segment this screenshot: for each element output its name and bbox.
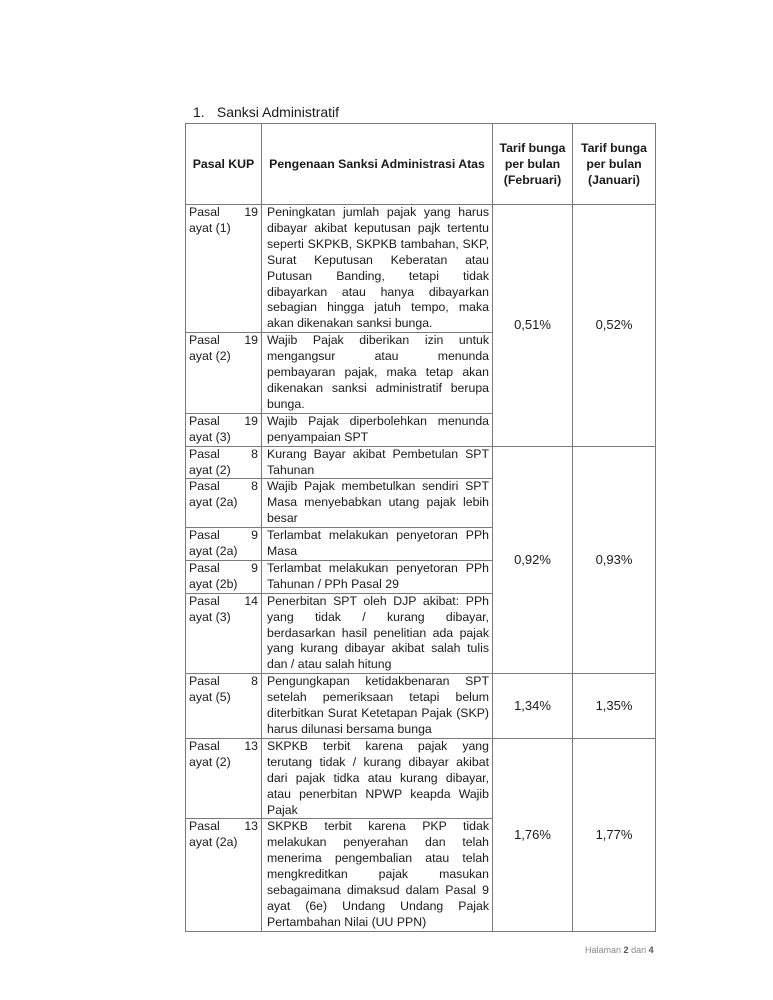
pasal-paragraph: ayat (2) bbox=[189, 754, 231, 769]
pasal-article: Pasal 13 bbox=[189, 819, 258, 834]
description-cell: Wajib Pajak diberikan izin untuk mengangsur atau menunda pembayaran pajak, maka tetap akan dikenakan sanksi administratif berupa bunga. bbox=[262, 333, 493, 414]
pasal-article: Pasal 9 bbox=[189, 560, 258, 575]
description-cell: SKPKB terbit karena PKP tidak melakukan penyerahan dan telah menerima pengembalian atau telah mengkreditkan pajak masukan sebagaimana dimaksud dalam Pasal 9 ayat (6e) Undang Undang Pajak Pertambahan Nilai (UU PPN) bbox=[262, 819, 493, 931]
pasal-article: Pasal 19 bbox=[189, 205, 258, 219]
description-cell: Pengungkapan ketidakbenaran SPT setelah pemeriksaan tetapi belum diterbitkan Surat Ketetapan Pajak (SKP) harus dilunasi bersama bunga bbox=[262, 674, 493, 739]
pasal-cell bbox=[186, 528, 262, 561]
rate-februari-cell: 1,76% bbox=[493, 738, 573, 931]
pasal-article: Pasal 8 bbox=[189, 479, 258, 494]
pasal-article: Pasal 19 bbox=[189, 413, 258, 428]
page-footer bbox=[585, 945, 654, 955]
pasal-cell bbox=[186, 205, 262, 333]
pasal-paragraph: ayat (2b) bbox=[189, 576, 238, 591]
table-row bbox=[186, 205, 656, 333]
table-header-row bbox=[186, 124, 656, 205]
description-cell: Terlambat melakukan penyetoran PPh Tahunan / PPh Pasal 29 bbox=[262, 560, 493, 593]
pasal-article: Pasal 19 bbox=[189, 333, 258, 348]
pasal-paragraph: ayat (5) bbox=[189, 690, 231, 705]
pasal-paragraph: ayat (1) bbox=[189, 220, 231, 235]
rate-januari-cell: 0,93% bbox=[573, 446, 656, 674]
pasal-article: Pasal 8 bbox=[189, 674, 258, 689]
description-cell: Terlambat melakukan penyetoran PPh Masa bbox=[262, 528, 493, 561]
rate-februari-cell: 1,34% bbox=[493, 674, 573, 739]
table-row bbox=[186, 446, 656, 479]
pasal-cell bbox=[186, 446, 262, 479]
description-cell: Kurang Bayar akibat Pembetulan SPT Tahunan bbox=[262, 446, 493, 479]
table-body bbox=[186, 205, 656, 932]
pasal-article: Pasal 14 bbox=[189, 593, 258, 608]
description-cell: SKPKB terbit karena pajak yang terutang tidak / kurang dibayar akibat dari pajak tidka atau kurang dibayar, atau penerbitan NPWP keapda Wajib Pajak bbox=[262, 738, 493, 819]
section-title: Sanksi Administratif bbox=[216, 104, 340, 120]
description-cell: Wajib Pajak membetulkan sendiri SPT Masa menyebabkan utang pajak lebih besar bbox=[262, 479, 493, 528]
pasal-paragraph: ayat (2a) bbox=[189, 835, 238, 850]
pasal-paragraph: ayat (2) bbox=[189, 349, 231, 364]
section-number: 1. bbox=[193, 104, 205, 120]
pasal-paragraph: ayat (3) bbox=[189, 609, 231, 624]
description-cell: Wajib Pajak diperbolehkan menunda penyampaian SPT bbox=[262, 413, 493, 446]
header-tarif-januari: Tarif bunga per bulan (Januari) bbox=[573, 124, 656, 205]
description-cell: Penerbitan SPT oleh DJP akibat: PPh yang tidak / kurang dibayar, berdasarkan hasil penelitian ada pajak yang kurang dibayar akibat salah tulis dan / atau salah hitung bbox=[262, 593, 493, 674]
description-cell: Peningkatan jumlah pajak yang harus dibayar akibat keputusan pajk tertentu seperti SKPKB, SKPKB tambahan, SKP, Surat Keputusan Keberatan atau Putusan Banding, tetapi tidak dibayarkan atau hanya dibayarkan sebagian hingga jatuh tempo, maka akan dikenakan sanksi bunga. bbox=[262, 205, 493, 333]
pasal-article: Pasal 9 bbox=[189, 528, 258, 543]
pasal-cell bbox=[186, 819, 262, 931]
pasal-article: Pasal 8 bbox=[189, 446, 258, 461]
pasal-cell bbox=[186, 333, 262, 414]
footer-prefix: Halaman bbox=[585, 945, 622, 955]
footer-middle: dari bbox=[631, 945, 647, 955]
table-row bbox=[186, 674, 656, 739]
rate-januari-cell: 1,77% bbox=[573, 738, 656, 931]
footer-page-number: 2 bbox=[623, 945, 629, 955]
header-tarif-februari: Tarif bunga per bulan (Februari) bbox=[493, 124, 573, 205]
rate-februari-cell: 0,51% bbox=[493, 205, 573, 447]
rate-januari-cell: 0,52% bbox=[573, 205, 656, 447]
section-heading bbox=[193, 104, 339, 120]
pasal-article: Pasal 13 bbox=[189, 738, 258, 753]
pasal-cell bbox=[186, 560, 262, 593]
pasal-cell bbox=[186, 674, 262, 739]
pasal-cell bbox=[186, 479, 262, 528]
header-pengenaan: Pengenaan Sanksi Administrasi Atas bbox=[262, 124, 493, 205]
pasal-cell bbox=[186, 738, 262, 819]
rate-februari-cell: 0,92% bbox=[493, 446, 573, 674]
pasal-paragraph: ayat (2a) bbox=[189, 495, 238, 510]
sanctions-table bbox=[185, 123, 656, 932]
header-pasal: Pasal KUP bbox=[186, 124, 262, 205]
footer-total-pages: 4 bbox=[648, 945, 654, 955]
pasal-paragraph: ayat (3) bbox=[189, 429, 231, 444]
pasal-cell bbox=[186, 593, 262, 674]
table-row bbox=[186, 738, 656, 819]
pasal-paragraph: ayat (2a) bbox=[189, 544, 238, 559]
pasal-paragraph: ayat (2) bbox=[189, 462, 231, 477]
rate-januari-cell: 1,35% bbox=[573, 674, 656, 739]
pasal-cell bbox=[186, 413, 262, 446]
